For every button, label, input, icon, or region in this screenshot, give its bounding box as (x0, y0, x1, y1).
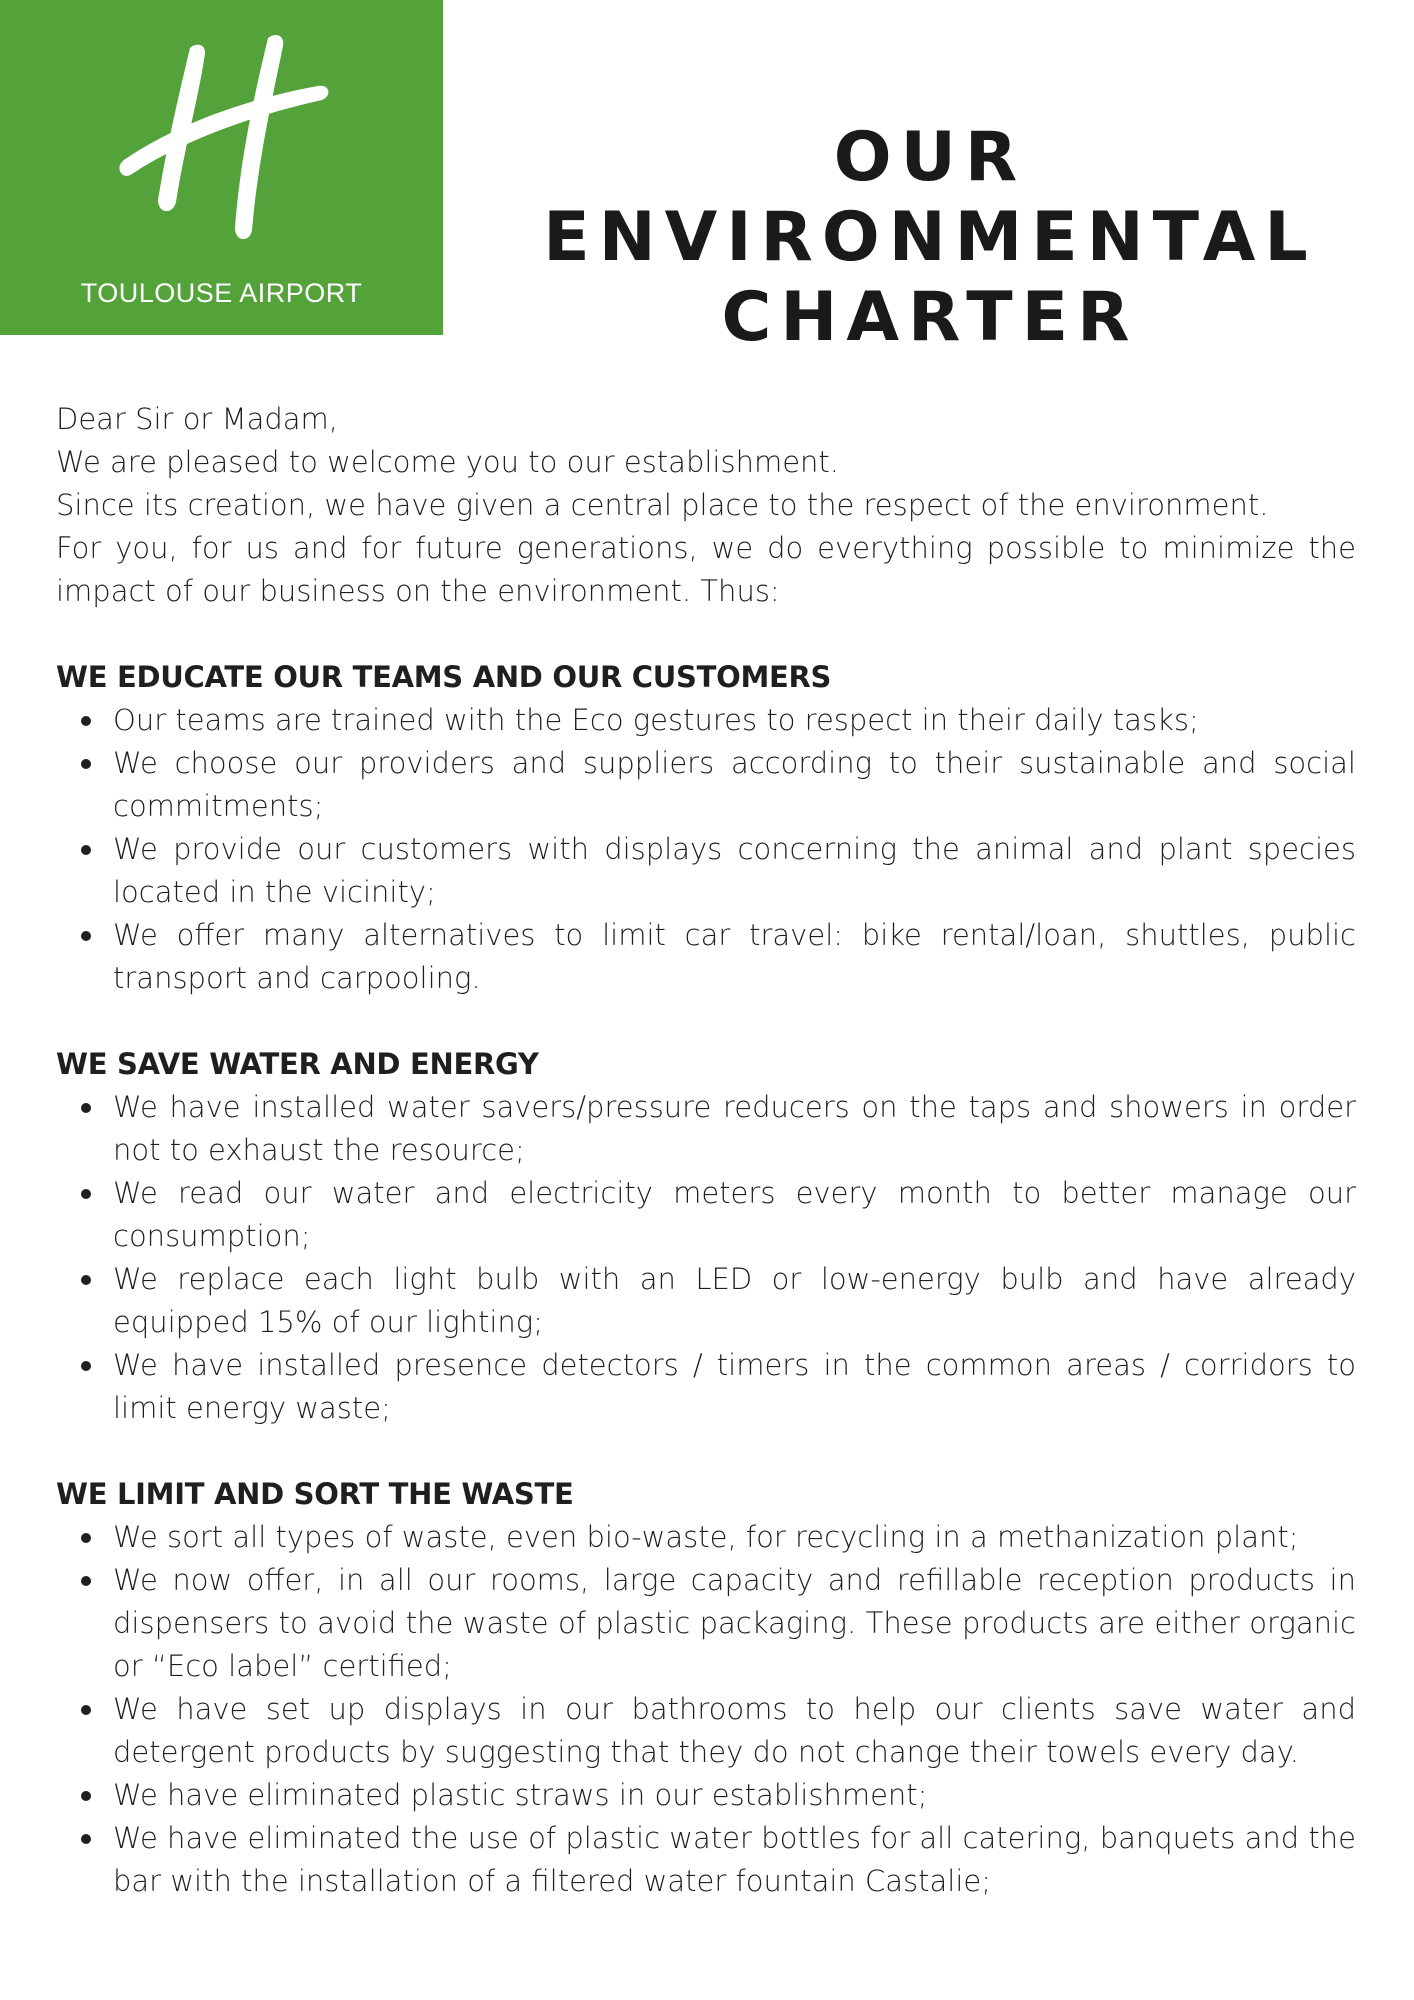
hotel-h-logo-icon (0, 0, 443, 260)
list-item (56, 742, 1356, 828)
list-item (56, 1817, 1356, 1903)
list-item (56, 828, 1356, 914)
logo-location-label: TOULOUSE AIRPORT (80, 278, 363, 308)
page-title (470, 118, 1390, 358)
charter-content (56, 398, 1356, 1903)
list-item-text: We now offer, in all our rooms, large capacity and refillable reception products in dispensers to avoid the waste of plastic packaging. These products are either organic or “Eco label” certified; (113, 1563, 1356, 1683)
list-item-text: We replace each light bulb with an LED or low-energy bulb and have already equipped 15% of our lighting; (113, 1262, 1356, 1339)
list-item-text: We provide our customers with displays concerning the animal and plant species located in the vicinity; (113, 832, 1356, 909)
hotel-logo (0, 0, 443, 335)
list-item-text: We read our water and electricity meters every month to better manage our consumption; (113, 1176, 1356, 1253)
bullet-icon (81, 1275, 91, 1285)
list-item-text: We choose our providers and suppliers according to their sustainable and social commitments; (113, 746, 1356, 823)
list-item (56, 1559, 1356, 1688)
list-item-text: We offer many alternatives to limit car travel: bike rental/loan, shuttles, public transport and carpooling. (113, 918, 1356, 995)
list-item (56, 699, 1356, 742)
list-item (56, 1258, 1356, 1344)
bullet-icon (81, 1189, 91, 1199)
title-line-2: CHARTER (721, 278, 1139, 357)
bullet-list (56, 1086, 1356, 1430)
list-item-text: Our teams are trained with the Eco gestures to respect in their daily tasks; (113, 703, 1199, 737)
section-educate (56, 656, 1356, 1000)
bullet-icon (81, 1361, 91, 1371)
bullet-icon (81, 1791, 91, 1801)
bullet-icon (81, 1834, 91, 1844)
list-item-text: We have eliminated plastic straws in our establishment; (113, 1778, 928, 1812)
bullet-icon (81, 1103, 91, 1113)
bullet-icon (81, 759, 91, 769)
list-item-text: We have set up displays in our bathrooms to help our clients save water and detergent products by suggesting that they do not change their towels every day. (113, 1692, 1356, 1769)
list-item-text: We have installed presence detectors / timers in the common areas / corridors to limit energy waste; (113, 1348, 1356, 1425)
intro-greeting: Dear Sir or Madam, (56, 402, 339, 436)
list-item (56, 1774, 1356, 1817)
list-item-text: We have eliminated the use of plastic water bottles for all catering, banquets and the bar with the installation of a filtered water fountain Castalie; (113, 1821, 1356, 1898)
list-item-text: We have installed water savers/pressure reducers on the taps and showers in order not to exhaust the resource; (113, 1090, 1356, 1167)
list-item-text: We sort all types of waste, even bio-waste, for recycling in a methanization plant; (113, 1520, 1299, 1554)
list-item (56, 1516, 1356, 1559)
bullet-icon (81, 931, 91, 941)
title-line-1: OUR ENVIRONMENTAL (543, 118, 1317, 277)
list-item (56, 914, 1356, 1000)
section-heading: WE EDUCATE OUR TEAMS AND OUR CUSTOMERS (56, 660, 832, 694)
bullet-icon (81, 1533, 91, 1543)
list-item (56, 1688, 1356, 1774)
section-heading: WE LIMIT AND SORT THE WASTE (56, 1477, 574, 1511)
section-heading: WE SAVE WATER AND ENERGY (56, 1047, 539, 1081)
bullet-icon (81, 716, 91, 726)
intro-welcome: We are pleased to welcome you to our establishment. (56, 445, 840, 479)
bullet-icon (81, 1705, 91, 1715)
bullet-icon (81, 1576, 91, 1586)
bullet-icon (81, 845, 91, 855)
list-item (56, 1086, 1356, 1172)
bullet-list (56, 699, 1356, 1000)
intro-mission: For you, for us and for future generations, we do everything possible to minimize the impact of our business on the environment. Thus: (56, 531, 1356, 608)
section-waste (56, 1473, 1356, 1903)
section-water-energy (56, 1043, 1356, 1430)
list-item (56, 1172, 1356, 1258)
bullet-list (56, 1516, 1356, 1903)
list-item (56, 1344, 1356, 1430)
intro-creation: Since its creation, we have given a central place to the respect of the environment. (56, 488, 1269, 522)
